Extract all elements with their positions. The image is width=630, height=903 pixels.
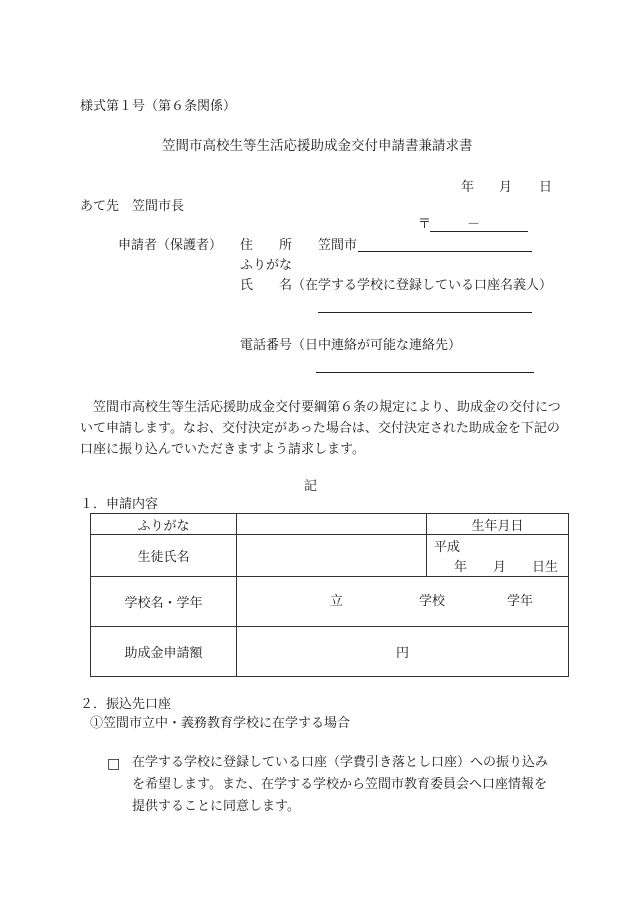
address-field[interactable]	[358, 251, 532, 252]
dob-cell[interactable]	[427, 535, 569, 577]
student-name-cell[interactable]	[237, 535, 427, 577]
date-day: 日	[539, 180, 553, 195]
amount-cell[interactable]: 円	[237, 627, 569, 677]
consent-checkbox[interactable]: □	[107, 756, 121, 772]
document-title: 笠間市高校生等生活応援助成金交付申請書兼請求書	[162, 138, 473, 154]
school-gakko: 学校	[419, 594, 446, 609]
school-ritsu: 立	[330, 594, 344, 609]
form-number: 様式第１号（第６条関係）	[80, 99, 237, 114]
ki-heading: 記	[304, 479, 318, 494]
application-table	[90, 513, 569, 677]
address-label: 住 所	[240, 238, 293, 253]
postal-dash: －	[467, 217, 481, 232]
amount-label: 助成金申請額	[91, 627, 237, 677]
address-prefix: 笠間市	[318, 238, 358, 253]
furigana-label: ふりがな	[240, 258, 293, 273]
date-year: 年	[461, 180, 475, 195]
furigana-header: ふりがな	[91, 514, 237, 535]
school-grade-cell[interactable]	[237, 577, 569, 627]
dob-era: 平成	[434, 540, 461, 555]
postal-mark: 〒	[418, 217, 432, 232]
phone-field[interactable]	[316, 372, 534, 373]
body-paragraph: 笠間市高校生等生活応援助成金交付要綱第６条の規定により、助成金の交付について申請します。なお、交付決定があった場合は、交付決定された助成金を下記の口座に振り込んでいただきますよう請求します。	[80, 400, 561, 457]
school-grade-label: 学校名・学年	[91, 577, 237, 627]
school-gakunen: 学年	[507, 594, 534, 609]
phone-label: 電話番号（日中連絡が可能な連絡先）	[240, 338, 462, 353]
section1-heading: １．申請内容	[80, 497, 159, 512]
section2-sub: ①笠間市立中・義務教育学校に在学する場合	[90, 716, 351, 731]
furigana-cell[interactable]	[237, 514, 427, 535]
student-name-label: 生徒氏名	[91, 535, 237, 577]
name-field[interactable]	[318, 312, 532, 313]
applicant-label: 申請者（保護者）	[118, 238, 223, 253]
section2-heading: ２．振込先口座	[80, 697, 172, 712]
addressee: あて先 笠間市長	[80, 199, 185, 214]
dob-header: 生年月日	[427, 514, 569, 535]
name-label: 氏 名（在学する学校に登録している口座名義人）	[240, 278, 553, 293]
dob-units: 年 月 日生	[454, 560, 559, 575]
date-month: 月	[499, 180, 513, 195]
consent-text: 在学する学校に登録している口座（学費引き落とし口座）への振り込みを希望します。また、在学する学校から笠間市教育委員会へ口座情報を提供することに同意します。	[132, 755, 549, 814]
